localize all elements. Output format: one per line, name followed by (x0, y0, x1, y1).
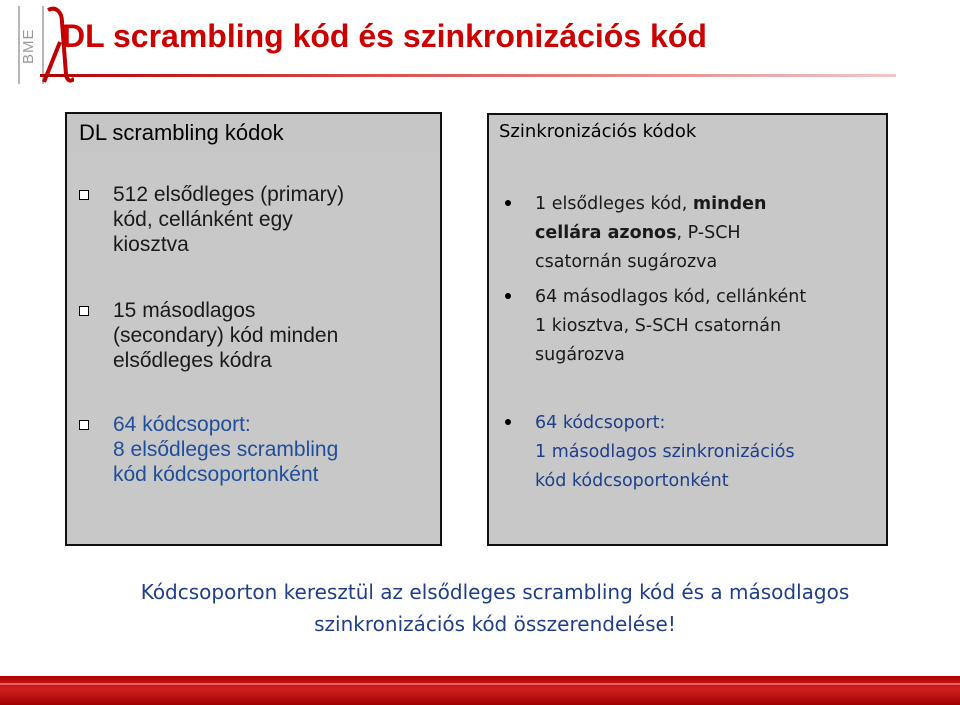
bullet-dot-icon (505, 419, 511, 425)
title-underline (40, 74, 896, 77)
bullet-dot-icon (505, 293, 511, 299)
right-item-1-bold-b: cellára azonos (535, 223, 677, 243)
footer-note-line-2: szinkronizációs kód összerendelése! (314, 612, 676, 636)
left-box-heading: DL scrambling kódok (79, 120, 284, 145)
left-item-1-line-2: kód, cellánként egy (113, 208, 293, 231)
left-item-2-line-3: elsődleges kódra (113, 349, 272, 372)
left-item-2-line-1: 15 másodlagos (113, 299, 256, 322)
square-bullet-icon (79, 420, 89, 430)
bottom-bar-highlight (0, 683, 960, 685)
right-item-3-line-1: 64 kódcsoport: (535, 413, 666, 433)
right-item-2-line-1: 64 másodlagos kód, cellánként (535, 287, 807, 307)
bme-logo-text: BME (20, 28, 37, 64)
right-item-1-line-3: csatornán sugározva (535, 252, 718, 272)
left-item-1-line-1: 512 elsődleges (primary) (113, 183, 345, 206)
right-item-2-line-2: 1 kiosztva, S-SCH csatornán (535, 316, 782, 336)
bottom-decor-bar (0, 676, 960, 705)
square-bullet-icon (79, 306, 89, 316)
right-item-1-text-c: , P-SCH (676, 223, 741, 243)
dl-scrambling-box (65, 112, 442, 546)
right-item-2-line-3: sugározva (535, 345, 625, 365)
left-item-3-line-3: kód kódcsoportonként (113, 463, 319, 486)
right-box-heading: Szinkronizációs kódok (499, 121, 697, 142)
left-item-3-line-1: 64 kódcsoport: (113, 413, 251, 436)
page-title: DL scrambling kód és szinkronizációs kód (62, 18, 707, 54)
left-item-2-line-2: (secondary) kód minden (113, 324, 339, 347)
right-item-3-line-3: kód kódcsoportonként (535, 471, 729, 491)
left-item-1-line-3: kiosztva (113, 233, 189, 256)
right-item-1-text-a: 1 elsődleges kód, (535, 194, 693, 214)
square-bullet-icon (79, 190, 89, 200)
sync-codes-box (487, 113, 888, 546)
right-item-3-line-2: 1 másodlagos szinkronizációs (535, 442, 795, 462)
footer-note (80, 576, 910, 640)
footer-note-line-1: Kódcsoporton keresztül az elsődleges scrambling kód és a másodlagos (140, 580, 850, 604)
left-item-3-line-2: 8 elsődleges scrambling (113, 438, 339, 461)
bullet-dot-icon (505, 200, 511, 206)
right-item-1-bold-a: minden (692, 194, 767, 214)
